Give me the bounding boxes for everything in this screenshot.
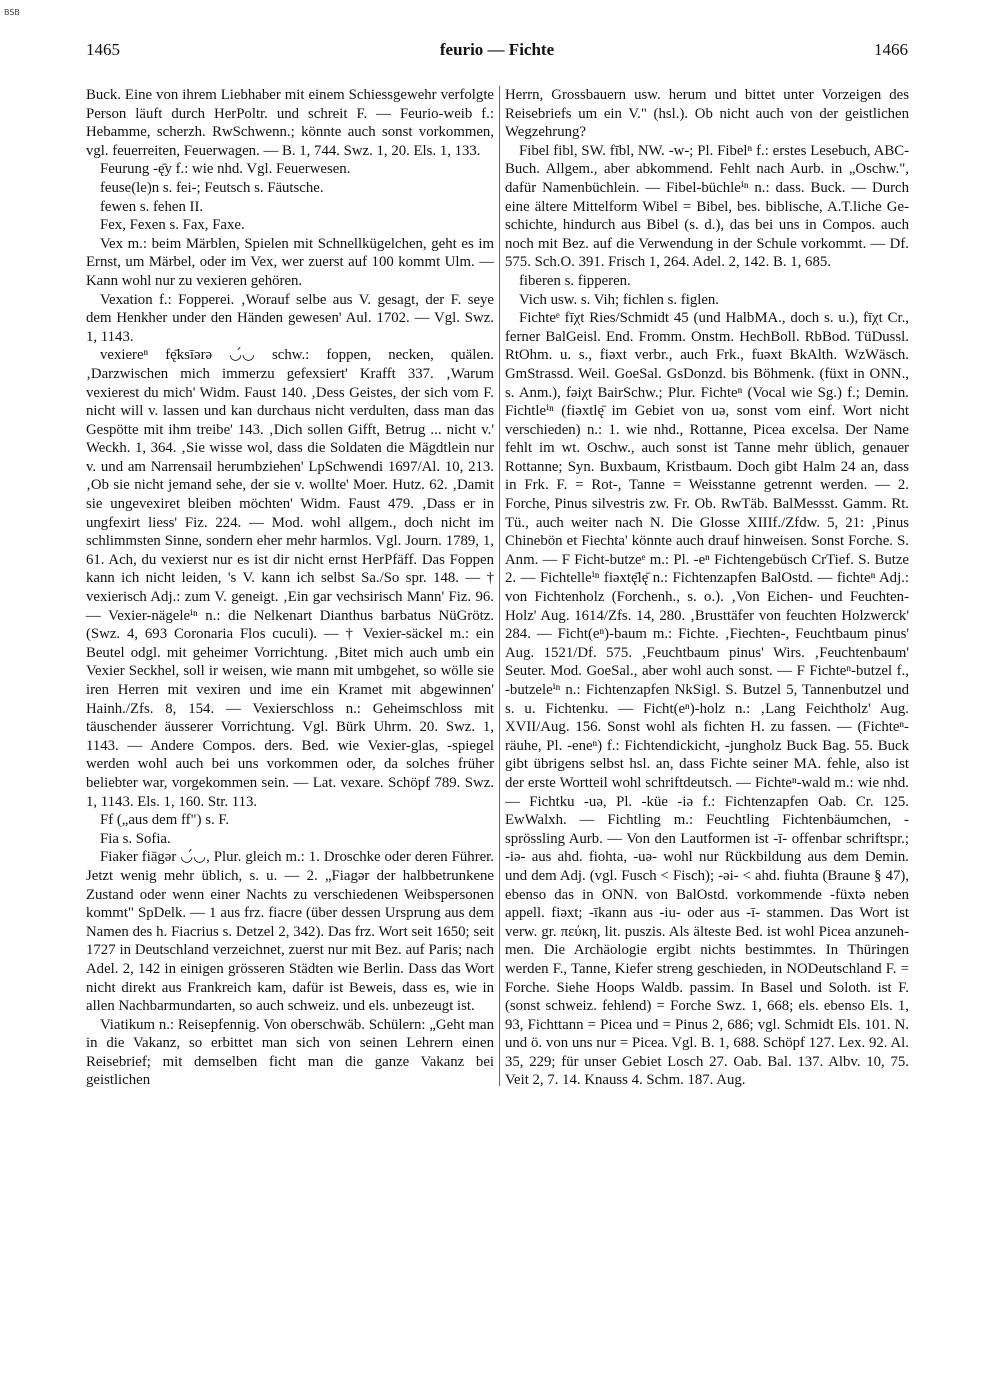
entry-paragraph: Viatikum n.: Reisepfennig. Von oberschwäb. Schülern: „Geht man in die Vakanz, so erbittet man sich von seinen Lehrern einen Reisebrief; mit demselben ficht man die ganze Vakanz bei geistlichen	[86, 1016, 494, 1089]
entry-paragraph: Ff („aus dem ff") s. F.	[100, 812, 230, 829]
entry-paragraph: Vex m.: beim Märblen, Spielen mit Schnellkügelchen, geht es im Ernst, um Märbel, oder im Vex, wer zuerst auf 100 kommt Ulm. — Kann wohl nur zu vexieren gehören.	[86, 235, 494, 289]
page-number-right: 1466	[874, 40, 908, 59]
entry-paragraph: Buck. Eine von ihrem Liebhaber mit einem Schiessgewehr verfolgte Person läuft durch HerPoltr. und schreit F. — Feurio-weib f.: Hebamme, scherzh. RwSchwenn.; könnte auch sonst vorkommen, vgl. feuerreiten, Feuerwagen. — B. 1, 744. Swz. 1, 20. Els. 1, 133.	[86, 87, 494, 159]
entry-paragraph: Feurung -ę̄y f.: wie nhd. Vgl. Feuerwesen.	[100, 161, 351, 178]
entry-paragraph: Fibel fibl, SW. fībl, NW. -w-; Pl. Fibelⁿ f.: erstes Lesebuch, ABC-Buch. Allgem., aber abkommend. Fehlt nach Aurb. in „Oschw.", dafür Namenbüchlein. — Fibel-büchleⁱⁿ n.: dass. Buck. — Durch eine ältere Mittelform Wibel = Bibel, bes. biblische, A.T.liche Geschichte, hindurch aus Bibel (s. d.), das bei uns in Compos. auch noch mit Bez. auf die Verwendung in der Schule vorkommt. — Df. 575. Sch.O. 391. Frisch 1, 264. Adel. 2, 142. B. 1, 685.	[505, 142, 909, 271]
entry-paragraph: Vich usw. s. Vih; fichlen s. figlen.	[519, 291, 720, 308]
page-number-left: 1465	[86, 40, 120, 59]
entry-paragraph: feuse(le)n s. fei-; Feutsch s. Fäutsche.	[100, 179, 324, 196]
entry-paragraph: Vexation f.: Fopperei. ‚Worauf selbe aus V. gesagt, der F. seye dem Henkher under den Händen gewesen' Aul. 1702. — Vgl. Swz. 1, 1143.	[86, 291, 494, 345]
entry-paragraph: Fichteᵉ fīχt Ries/Schmidt 45 (und HalbMA., doch s. u.), fīχt Cr., ferner BalGeisl. End. Fromm. Onstm. HechBoll. RbBod. TüDussl. RtOhm. u. s., fiəxt verbr., auch Frk., fuəxt BkAlth. WzWäsch. GmStrassd. Weil. GoeSal. GsDonzd. bis Böhmenk. (füxt in ONN., s. Anm.), fəiχt BairSchw.; Plur. Fichteⁿ (Vocal wie Sg.) f.; Demin. Fichtleⁱⁿ (fiəxtlę̄ im Gebiet von uə, sonst vom einf. Wort nicht verschieden) n.: 1. wie nhd., Rottanne, Picea excelsa. Der Name fehlt im wt. Oschw., auch sonst ist Tanne mehr üblich, genauer Rottanne; Syn. Buxbaum, Kristbaum. Doch gibt Halm 24 an, dass in Frk. F. = Rot-, Tanne = Weisstanne getrennt werden. — 2. Forche, Pinus silvestris zw. Fr. Ob. RwTäb. BalMessst. Gamm. Rt. Tü., auch weiter nach N. Die Glosse XIIIf./Zfdw. 5, 21: ‚Pinus Chinebön et Fiechta' könnte auch drauf hinweisen. Sonst Forche. S. Anm. — F Ficht-butzeᵉ m.: Pl. -eⁿ Fichtengebüsch CrTief. S. Butze 2. — Fichtelleⁱⁿ fiəxtę̄lę̄ n.: Fichtenzapfen BalOstd. — fichteⁿ Adj.: von Fichtenholz (Forchenh., s. o.). ‚Von Eichen- und Feuchten-Holz' Aug. 1614/Zfs. 14, 280. ‚Brusttäfer von feuchten Holzwerck' 284. — Ficht(eⁿ)-baum m.: Fichte. ‚Fiechten-, Feuchtbaum pinus' Aug. 1521/Df. 575. ‚Feuchtbaum pinus' Wirs. ‚Feuchtenbaum' Seuter. Mod. GoeSal., aber wohl auch sonst. — F Fichteⁿ-butzel f., -butzeleⁱⁿ n.: Fichtenzapfen NkSigl. S. Butzel 5, Tannenbutzel und s. u. Fichtenku. — Ficht(eⁿ)-holz n.: ‚Lang Feichtholz' Aug. XVII/Aug. 156. Sonst wohl als fichten H. zu fassen. — (Fichteⁿ-räuhe, Pl. -eneⁿ) f.: Fichtendickicht, -jungholz Buck Bag. 55. Buck gibt übrigens selbst hsl. an, dass Fichte seiner MA. fehle, also ist der erste Wortteil wohl schriftdeutsch. — Fichteⁿ-wald m.: wie nhd. — Fichtku -uə, Pl. -küe -iə f.: Fichtenzapfen Oab. Cr. 125. EwWalxh. — Fichtling m.: Feuchtling Fichtenbäumchen, -sprössling Aurb. — Von den Lautformen ist -ī- offenbar schriftspr.; -iə- aus ahd. fiohta, -uə- wohl nur Rückbildung aus dem Demin. und dem Adj. (vgl. Fusch < Fisch); -əi- < ahd. fiuhta (Braune § 47), ebenso das in ONN. von BalOstd. vorkommende -füxtə neben appell. fiəxt; -īkann aus -iu- oder aus -ī- stammen. Das Wort ist verw. gr. πεύκη, lit. puszis. Als älteste Bed. ist wohl Picea anzunehmen. Die Archäologie ergibt nichts bestimmtes. In Thüringen werden F., Tanne, Kiefer streng geschieden, in NODeutschland F. = Forche. Siehe Hoops Waldb. passim. In Basel und Soloth. ist F. (sonst schweiz. fehlend) = Forche Swz. 1, 668; els. ebenso Els. 1, 93, Fichttann = Picea und = Pinus 2, 686; vgl. Schmidt Els. 101. N. und ö. von uns nur = Picea. Vgl. B. 1, 688. Schöpf 127. Lex. 92. Al. 35, 229; für unser Gebiet Losch 27. Oab. Bal. 137. Albv. 10, 75. Veit 2, 7. 14. Knauss 4. Schm. 187. Aug.	[505, 310, 909, 1089]
left-column	[86, 86, 494, 1090]
entry-paragraph: Fia s. Sofia.	[100, 830, 171, 847]
running-title: feurio — Fichte	[439, 40, 555, 59]
entry-paragraph: Herrn, Grossbauern usw. herum und bittet unter Vorzeigen des Reisebriefs um ein V." (hsl.). Ob nicht auch von der geistlichen Wegzehrung?	[505, 87, 909, 141]
entry-paragraph: fewen s. fehen II.	[100, 198, 204, 215]
column-divider	[499, 86, 500, 1086]
entry-paragraph: vexiereⁿ fę̄ksīərə ◡́◡ schw.: foppen, necken, quälen. ‚Darzwischen mich immerzu gefexsiert' Krafft 337. ‚Warum vexierest du mich' Widm. Faust 140. ‚Dess Geistes, der sich vom F. nicht will v. lassen und kan durchaus nicht verdulten, dass man das Gespötte mit ihm treibe' 143. ‚Dich sollen Gifft, Betrug ... nicht v.' Weckh. 1, 364. ‚Sie wisse wol, dass die Soldaten die Mägdtlein nur v. und am Narrensail herumbziehen' LpSchwendi 1697/Al. 10, 213. ‚Ob sie nicht jemand sehe, der sie v. wollte' Moer. Hutz. 62. ‚Damit sie ungevexiret bleiben möchten' Widm. Faust 479. ‚Dass er in ungfexirt liess' Fiz. 224. — Mod. wohl allgem., doch nicht im schlimmsten Sinne, sondern eher mehr harmlos. Vgl. Journ. 1789, 1, 61. Ach, du vexierst nur es ist dir nicht ernst HerPfäff. Das Foppen kann ich nicht leiden, 's V. kann ich selbst Sa./So spr. 148. — † vexierisch Adj.: zum V. geneigt. ‚Ein gar vechsirisch Mann' Fiz. 96. — Vexier-nägeleⁱⁿ n.: die Nelkenart Dianthus barbatus NüGrötz. (Swz. 4, 693 Coronaria Flos cuculi). — † Vexier-säckel m.: ein Beutel odgl. mit geheimer Vorrichtung. ‚Bitet mich auch umb ein Vexier Seckhel, soll ir weisen, wie mann mit umbgehet, so wölle sie iren Herren mit vexiren und ime ein Kramet mit abgewinnen' Hainh./Zfs. 8, 154. — Vexierschloss n.: Geheimschloss mit täuschender äusserer Vorrichtung. Vgl. Bürk Uhrm. 20. Swz. 1, 1143. — Andere Compos. ders. Bed. wie Vexier-glas, -spiegel werden wohl auch bei uns vorkommen oder, da solches früher beliebter war, vorgekommen sein. — Lat. vexare. Schöpf 789. Swz. 1, 1143. Els. 1, 160. Str. 113.	[86, 347, 494, 810]
entry-paragraph: Fiaker fiāgər ◡́◡, Plur. gleich m.: 1. Droschke oder deren Führer. Jetzt wenig mehr üblich, s. u. — 2. „Fiagər der halbbetrunkene Zustand oder wenn einer Nachts zu verschiedenen Weibspersonen kommt" SpDelk. — 1 aus frz. fiacre (über dessen Ursprung aus dem Namen des h. Fiacrius s. Detzel 2, 342). Das frz. Wort seit 1650; seit 1727 in Deutschland verzeichnet, zuerst nur mit Bez. auf Paris; nach Adel. 2, 142 in einigen grösseren Städten wie Berlin. Dass das Wort nicht direkt aus Frankreich kam, dafür ist Beweis, dass es, wie in allen Nachbarmundarten, so auch schweiz. und els. unbezeugt ist.	[86, 849, 494, 1015]
library-stamp: BSB	[4, 8, 20, 17]
entry-paragraph: Fex, Fexen s. Fax, Faxe.	[100, 217, 245, 234]
entry-paragraph: fiberen s. fipperen.	[519, 272, 631, 289]
page-header	[86, 40, 908, 66]
right-column	[505, 86, 909, 1090]
